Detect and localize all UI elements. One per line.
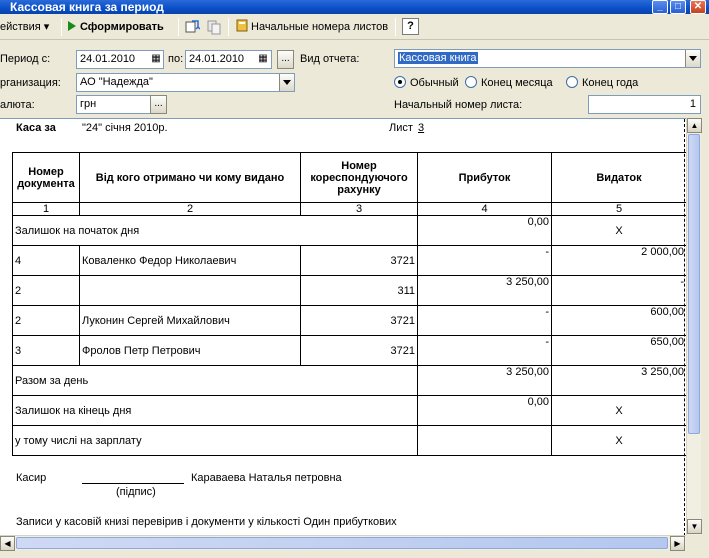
organization-label: рганизация: — [0, 77, 61, 89]
window-title: Кассовая книга за период — [10, 0, 164, 14]
table-row — [13, 336, 687, 366]
vertical-scrollbar[interactable] — [686, 118, 701, 535]
row-expense: 650,00 — [552, 336, 687, 366]
row-counterparty: Фролов Петр Петрович — [80, 336, 301, 366]
book-icon — [236, 19, 248, 32]
row-account: 3721 — [301, 336, 418, 366]
chevron-down-icon[interactable] — [279, 74, 294, 91]
cashier-name: Караваева Наталья петровна — [191, 472, 342, 484]
start-page-value: 1 — [689, 98, 696, 110]
report-type-select[interactable] — [394, 49, 701, 68]
table-row — [13, 306, 687, 336]
row-counterparty — [80, 276, 301, 306]
help-icon[interactable]: ? — [402, 18, 419, 35]
table-row — [13, 246, 687, 276]
salary-row — [13, 426, 687, 456]
toolbar — [0, 14, 709, 40]
vertical-scroll-thumb[interactable] — [688, 134, 700, 434]
report-date: "24" січня 2010р. — [82, 122, 168, 134]
radio-year-end-label: Конец года — [582, 77, 639, 89]
minimize-button[interactable]: _ — [652, 0, 668, 14]
organization-value: АО "Надежда" — [80, 76, 153, 88]
col-header-expense: Видаток — [552, 153, 687, 203]
start-pages-label: Начальные номера листов — [251, 21, 389, 33]
period-to-value: 24.01.2010 — [189, 53, 245, 65]
kasa-label: Каса за — [16, 122, 56, 134]
report-type-label: Вид отчета: — [300, 53, 360, 65]
signature-caption: (підпис) — [116, 486, 156, 498]
start-page-label: Начальный номер листа: — [394, 99, 523, 111]
generate-button[interactable] — [68, 19, 164, 35]
footer-text: Записи у касовій книзі перевірив і документи у кількості Один прибуткових — [16, 516, 397, 528]
cashier-label: Касир — [16, 472, 47, 484]
table-row — [13, 276, 687, 306]
period-from-value: 24.01.2010 — [80, 53, 136, 65]
start-page-field[interactable] — [588, 95, 701, 114]
organization-select[interactable] — [76, 73, 295, 92]
scroll-down-icon[interactable]: ▼ — [687, 519, 702, 534]
closing-balance-income: 0,00 — [418, 396, 552, 426]
signature-line — [82, 483, 184, 484]
row-doc-number: 4 — [13, 246, 80, 276]
day-total-row — [13, 366, 687, 396]
day-total-expense: 3 250,00 — [552, 366, 687, 396]
scroll-up-icon[interactable]: ▲ — [687, 118, 702, 133]
col-header-income: Прибуток — [418, 153, 552, 203]
row-doc-number: 2 — [13, 306, 80, 336]
scroll-right-icon[interactable]: ▶ — [670, 536, 685, 551]
col-header-counterparty: Від кого отримано чи кому видано — [80, 153, 301, 203]
generate-label: Сформировать — [80, 21, 164, 33]
opening-balance-expense: Х — [552, 216, 687, 246]
table-col-numbers-row — [13, 203, 687, 216]
radio-year-end[interactable] — [566, 76, 578, 88]
radio-regular[interactable] — [394, 76, 406, 88]
period-to-label: по: — [168, 53, 184, 65]
salary-label: у тому числі на зарплату — [13, 426, 418, 456]
closing-balance-label: Залишок на кінець дня — [13, 396, 418, 426]
row-account: 3721 — [301, 246, 418, 276]
row-counterparty: Коваленко Федор Николаевич — [80, 246, 301, 276]
maximize-button[interactable]: □ — [670, 0, 686, 14]
col-number: 4 — [418, 203, 552, 216]
toolbar-separator — [395, 18, 396, 36]
horizontal-scroll-thumb[interactable] — [16, 537, 668, 549]
opening-balance-income: 0,00 — [418, 216, 552, 246]
report-document[interactable] — [0, 118, 700, 535]
row-income: - — [418, 306, 552, 336]
table-header-row — [13, 153, 687, 203]
col-number: 3 — [301, 203, 418, 216]
currency-label: алюта: — [0, 99, 35, 111]
report-type-value: Кассовая книга — [399, 52, 477, 64]
sheet-number: 3 — [418, 122, 425, 134]
col-number: 5 — [552, 203, 687, 216]
salary-income — [418, 426, 552, 456]
currency-value: грн — [80, 98, 97, 110]
page-break-line — [684, 119, 685, 535]
row-income: - — [418, 246, 552, 276]
calendar-icon[interactable]: ▦ — [258, 53, 268, 64]
closing-balance-expense: Х — [552, 396, 687, 426]
radio-month-end-label: Конец месяца — [481, 77, 553, 89]
col-number: 1 — [13, 203, 80, 216]
period-label: Период с: — [0, 53, 51, 65]
radio-month-end[interactable] — [465, 76, 477, 88]
row-expense: 2 000,00 — [552, 246, 687, 276]
opening-balance-row — [13, 216, 687, 246]
toolbar-separator — [228, 18, 229, 36]
row-account: 311 — [301, 276, 418, 306]
cashbook-table — [12, 152, 687, 456]
horizontal-scrollbar[interactable] — [0, 535, 686, 550]
toolbar-separator — [178, 18, 179, 36]
title-bar — [0, 0, 709, 14]
row-expense: 600,00 — [552, 306, 687, 336]
col-header-doc-number: Номер документа — [13, 153, 80, 203]
actions-menu[interactable]: ействия ▾ — [0, 21, 50, 33]
scroll-left-icon[interactable]: ◀ — [0, 536, 15, 551]
col-number: 2 — [80, 203, 301, 216]
opening-balance-label: Залишок на початок дня — [13, 216, 418, 246]
sheet-label: Лист — [389, 122, 413, 134]
closing-balance-row — [13, 396, 687, 426]
radio-regular-label: Обычный — [410, 77, 459, 89]
refresh-settings-icon[interactable] — [184, 19, 200, 35]
row-account: 3721 — [301, 306, 418, 336]
start-pages-button[interactable] — [236, 19, 388, 35]
toolbar-separator — [61, 18, 62, 36]
play-icon — [68, 21, 76, 31]
currency-select-button[interactable]: ... — [150, 95, 167, 114]
copy-settings-icon[interactable] — [206, 19, 222, 35]
currency-field[interactable] — [76, 95, 152, 114]
day-total-label: Разом за день — [13, 366, 418, 396]
row-income: 3 250,00 — [418, 276, 552, 306]
chevron-down-icon[interactable] — [685, 50, 700, 67]
col-header-account: Номер кореспондуючого рахунку — [301, 153, 418, 203]
row-income: - — [418, 336, 552, 366]
close-button[interactable]: ✕ — [690, 0, 706, 14]
row-doc-number: 2 — [13, 276, 80, 306]
row-counterparty: Луконин Сергей Михайлович — [80, 306, 301, 336]
row-doc-number: 3 — [13, 336, 80, 366]
row-expense: - — [552, 276, 687, 306]
day-total-income: 3 250,00 — [418, 366, 552, 396]
calendar-icon[interactable]: ▦ — [151, 53, 161, 64]
salary-expense: Х — [552, 426, 687, 456]
period-select-button[interactable]: ... — [277, 50, 294, 69]
